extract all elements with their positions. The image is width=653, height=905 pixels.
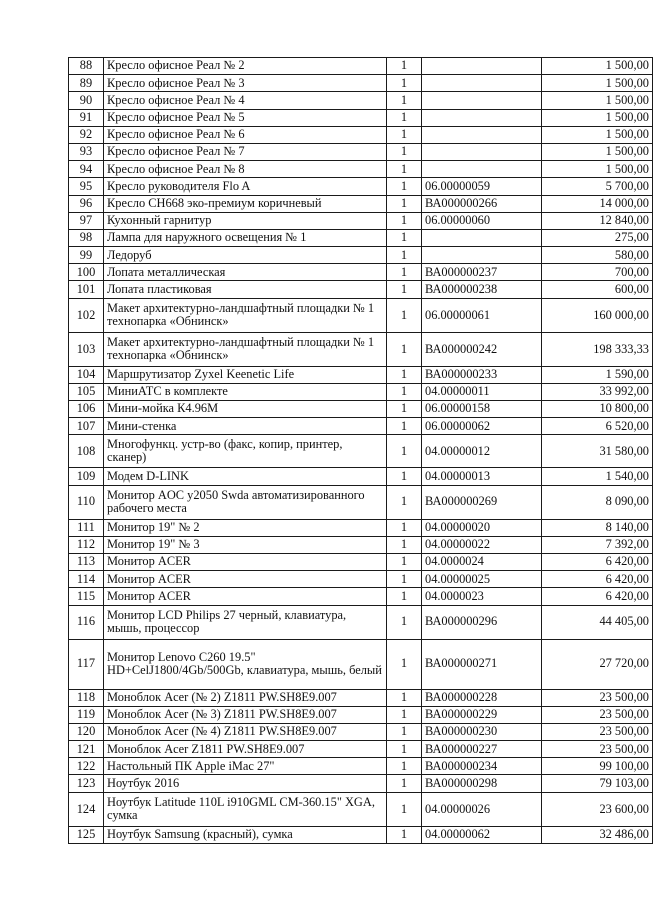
- quantity-cell: 1: [387, 706, 422, 723]
- inventory-code-cell: ВА000000238: [422, 281, 542, 298]
- amount-cell: 6 420,00: [542, 571, 653, 588]
- amount-cell: 23 500,00: [542, 706, 653, 723]
- row-number-cell: 125: [69, 826, 104, 843]
- item-name-cell: Макет архитектурно-ландшафтный площадки № 1 технопарка «Обнинск»: [104, 298, 387, 332]
- row-number-cell: 122: [69, 758, 104, 775]
- amount-cell: 198 333,33: [542, 332, 653, 366]
- quantity-cell: 1: [387, 75, 422, 92]
- row-number-cell: 103: [69, 332, 104, 366]
- item-name-cell: Моноблок Acer (№ 4) Z1811 PW.SH8E9.007: [104, 723, 387, 740]
- row-number-cell: 111: [69, 519, 104, 536]
- item-name-cell: Модем D-LINK: [104, 468, 387, 485]
- row-number-cell: 113: [69, 553, 104, 570]
- table-row: [69, 366, 653, 383]
- amount-cell: 79 103,00: [542, 775, 653, 792]
- quantity-cell: 1: [387, 418, 422, 435]
- quantity-cell: 1: [387, 826, 422, 843]
- table-row: [69, 383, 653, 400]
- quantity-cell: 1: [387, 126, 422, 143]
- inventory-sheet: [68, 57, 653, 844]
- inventory-code-cell: ВА000000237: [422, 264, 542, 281]
- row-number-cell: 95: [69, 178, 104, 195]
- inventory-code-cell: ВА000000298: [422, 775, 542, 792]
- amount-cell: 12 840,00: [542, 212, 653, 229]
- row-number-cell: 124: [69, 792, 104, 826]
- table-row: [69, 605, 653, 639]
- item-name-cell: Монитор ACER: [104, 588, 387, 605]
- item-name-cell: Кресло офисное Реал № 4: [104, 92, 387, 109]
- quantity-cell: 1: [387, 536, 422, 553]
- row-number-cell: 101: [69, 281, 104, 298]
- quantity-cell: 1: [387, 639, 422, 689]
- quantity-cell: 1: [387, 553, 422, 570]
- inventory-code-cell: [422, 58, 542, 75]
- quantity-cell: 1: [387, 588, 422, 605]
- row-number-cell: 102: [69, 298, 104, 332]
- amount-cell: 32 486,00: [542, 826, 653, 843]
- row-number-cell: 89: [69, 75, 104, 92]
- item-name-cell: Монитор ACER: [104, 553, 387, 570]
- item-name-cell: Многофункц. устр-во (факс, копир, принтер, сканер): [104, 435, 387, 468]
- table-row: [69, 741, 653, 758]
- row-number-cell: 110: [69, 485, 104, 519]
- row-number-cell: 118: [69, 689, 104, 706]
- item-name-cell: Монитор LCD Philips 27 черный, клавиатура, мышь, процессор: [104, 605, 387, 639]
- quantity-cell: 1: [387, 741, 422, 758]
- table-row: [69, 92, 653, 109]
- table-row: [69, 826, 653, 843]
- inventory-code-cell: [422, 92, 542, 109]
- row-number-cell: 116: [69, 605, 104, 639]
- row-number-cell: 105: [69, 383, 104, 400]
- table-row: [69, 143, 653, 160]
- item-name-cell: Лопата металлическая: [104, 264, 387, 281]
- table-row: [69, 195, 653, 212]
- row-number-cell: 115: [69, 588, 104, 605]
- amount-cell: 14 000,00: [542, 195, 653, 212]
- inventory-code-cell: [422, 109, 542, 126]
- inventory-code-cell: ВА000000234: [422, 758, 542, 775]
- item-name-cell: Кресло офисное Реал № 7: [104, 143, 387, 160]
- table-row: [69, 75, 653, 92]
- quantity-cell: 1: [387, 758, 422, 775]
- amount-cell: 1 500,00: [542, 92, 653, 109]
- quantity-cell: 1: [387, 195, 422, 212]
- inventory-code-cell: 04.00000022: [422, 536, 542, 553]
- row-number-cell: 90: [69, 92, 104, 109]
- inventory-code-cell: 04.00000012: [422, 435, 542, 468]
- amount-cell: 5 700,00: [542, 178, 653, 195]
- amount-cell: 8 090,00: [542, 485, 653, 519]
- quantity-cell: 1: [387, 571, 422, 588]
- table-row: [69, 792, 653, 826]
- quantity-cell: 1: [387, 723, 422, 740]
- quantity-cell: 1: [387, 92, 422, 109]
- table-row: [69, 588, 653, 605]
- item-name-cell: Кресло офисное Реал № 2: [104, 58, 387, 75]
- inventory-code-cell: ВА000000230: [422, 723, 542, 740]
- table-row: [69, 689, 653, 706]
- quantity-cell: 1: [387, 109, 422, 126]
- table-row: [69, 706, 653, 723]
- quantity-cell: 1: [387, 58, 422, 75]
- amount-cell: 6 420,00: [542, 588, 653, 605]
- item-name-cell: Мини-мойка К4.96М: [104, 401, 387, 418]
- inventory-code-cell: ВА000000269: [422, 485, 542, 519]
- table-row: [69, 264, 653, 281]
- amount-cell: 1 500,00: [542, 109, 653, 126]
- quantity-cell: 1: [387, 281, 422, 298]
- amount-cell: 10 800,00: [542, 401, 653, 418]
- amount-cell: 1 500,00: [542, 143, 653, 160]
- item-name-cell: Ледоруб: [104, 247, 387, 264]
- item-name-cell: Кресло офисное Реал № 3: [104, 75, 387, 92]
- row-number-cell: 88: [69, 58, 104, 75]
- amount-cell: 580,00: [542, 247, 653, 264]
- table-row: [69, 435, 653, 468]
- quantity-cell: 1: [387, 264, 422, 281]
- row-number-cell: 97: [69, 212, 104, 229]
- row-number-cell: 107: [69, 418, 104, 435]
- item-name-cell: Моноблок Acer Z1811 PW.SH8E9.007: [104, 741, 387, 758]
- item-name-cell: Монитор 19" № 3: [104, 536, 387, 553]
- item-name-cell: Кресло СН668 эко-премиум коричневый: [104, 195, 387, 212]
- amount-cell: 160 000,00: [542, 298, 653, 332]
- row-number-cell: 114: [69, 571, 104, 588]
- table-row: [69, 468, 653, 485]
- inventory-code-cell: ВА000000228: [422, 689, 542, 706]
- item-name-cell: Моноблок Acer (№ 3) Z1811 PW.SH8E9.007: [104, 706, 387, 723]
- inventory-table-body: [69, 58, 653, 844]
- table-row: [69, 281, 653, 298]
- inventory-code-cell: ВА000000296: [422, 605, 542, 639]
- inventory-code-cell: [422, 161, 542, 178]
- quantity-cell: 1: [387, 143, 422, 160]
- item-name-cell: Кухонный гарнитур: [104, 212, 387, 229]
- row-number-cell: 109: [69, 468, 104, 485]
- quantity-cell: 1: [387, 775, 422, 792]
- inventory-code-cell: 04.0000023: [422, 588, 542, 605]
- quantity-cell: 1: [387, 178, 422, 195]
- inventory-table: [68, 57, 653, 844]
- row-number-cell: 98: [69, 229, 104, 246]
- quantity-cell: 1: [387, 332, 422, 366]
- table-row: [69, 485, 653, 519]
- inventory-code-cell: 04.00000062: [422, 826, 542, 843]
- table-row: [69, 401, 653, 418]
- quantity-cell: 1: [387, 689, 422, 706]
- inventory-code-cell: ВА000000271: [422, 639, 542, 689]
- row-number-cell: 93: [69, 143, 104, 160]
- table-row: [69, 758, 653, 775]
- row-number-cell: 96: [69, 195, 104, 212]
- inventory-code-cell: 04.00000020: [422, 519, 542, 536]
- row-number-cell: 92: [69, 126, 104, 143]
- inventory-code-cell: ВА000000229: [422, 706, 542, 723]
- inventory-code-cell: ВА000000227: [422, 741, 542, 758]
- table-row: [69, 723, 653, 740]
- table-row: [69, 639, 653, 689]
- inventory-code-cell: 06.00000158: [422, 401, 542, 418]
- inventory-code-cell: 04.00000013: [422, 468, 542, 485]
- table-row: [69, 229, 653, 246]
- amount-cell: 700,00: [542, 264, 653, 281]
- amount-cell: 1 500,00: [542, 126, 653, 143]
- amount-cell: 275,00: [542, 229, 653, 246]
- item-name-cell: Монитор AOC y2050 Swda автоматизированного рабочего места: [104, 485, 387, 519]
- table-row: [69, 298, 653, 332]
- item-name-cell: Макет архитектурно-ландшафтный площадки № 1 технопарка «Обнинск»: [104, 332, 387, 366]
- inventory-code-cell: ВА000000266: [422, 195, 542, 212]
- quantity-cell: 1: [387, 383, 422, 400]
- amount-cell: 23 500,00: [542, 723, 653, 740]
- inventory-code-cell: [422, 126, 542, 143]
- amount-cell: 1 590,00: [542, 366, 653, 383]
- row-number-cell: 94: [69, 161, 104, 178]
- amount-cell: 1 500,00: [542, 58, 653, 75]
- table-row: [69, 178, 653, 195]
- amount-cell: 6 420,00: [542, 553, 653, 570]
- quantity-cell: 1: [387, 519, 422, 536]
- amount-cell: 23 600,00: [542, 792, 653, 826]
- row-number-cell: 108: [69, 435, 104, 468]
- item-name-cell: Кресло офисное Реал № 6: [104, 126, 387, 143]
- item-name-cell: Монитор Lenovo C260 19.5" HD+CelJ1800/4Gb/500Gb, клавиатура, мышь, белый: [104, 639, 387, 689]
- item-name-cell: Кресло офисное Реал № 5: [104, 109, 387, 126]
- table-row: [69, 571, 653, 588]
- inventory-code-cell: [422, 143, 542, 160]
- quantity-cell: 1: [387, 435, 422, 468]
- item-name-cell: Ноутбук 2016: [104, 775, 387, 792]
- table-row: [69, 109, 653, 126]
- table-row: [69, 418, 653, 435]
- table-row: [69, 775, 653, 792]
- inventory-code-cell: [422, 229, 542, 246]
- quantity-cell: 1: [387, 792, 422, 826]
- amount-cell: 6 520,00: [542, 418, 653, 435]
- quantity-cell: 1: [387, 366, 422, 383]
- table-row: [69, 519, 653, 536]
- inventory-code-cell: 06.00000061: [422, 298, 542, 332]
- quantity-cell: 1: [387, 485, 422, 519]
- table-row: [69, 553, 653, 570]
- inventory-code-cell: 06.00000062: [422, 418, 542, 435]
- item-name-cell: Лампа для наружного освещения № 1: [104, 229, 387, 246]
- item-name-cell: Кресло офисное Реал № 8: [104, 161, 387, 178]
- row-number-cell: 121: [69, 741, 104, 758]
- row-number-cell: 100: [69, 264, 104, 281]
- amount-cell: 1 500,00: [542, 161, 653, 178]
- amount-cell: 44 405,00: [542, 605, 653, 639]
- quantity-cell: 1: [387, 298, 422, 332]
- amount-cell: 27 720,00: [542, 639, 653, 689]
- quantity-cell: 1: [387, 212, 422, 229]
- quantity-cell: 1: [387, 401, 422, 418]
- amount-cell: 8 140,00: [542, 519, 653, 536]
- item-name-cell: Монитор ACER: [104, 571, 387, 588]
- quantity-cell: 1: [387, 605, 422, 639]
- quantity-cell: 1: [387, 468, 422, 485]
- amount-cell: 33 992,00: [542, 383, 653, 400]
- amount-cell: 23 500,00: [542, 689, 653, 706]
- item-name-cell: Кресло руководителя Flo A: [104, 178, 387, 195]
- item-name-cell: Монитор 19" № 2: [104, 519, 387, 536]
- inventory-code-cell: 06.00000060: [422, 212, 542, 229]
- inventory-code-cell: ВА000000242: [422, 332, 542, 366]
- table-row: [69, 536, 653, 553]
- row-number-cell: 104: [69, 366, 104, 383]
- table-row: [69, 58, 653, 75]
- quantity-cell: 1: [387, 229, 422, 246]
- row-number-cell: 106: [69, 401, 104, 418]
- amount-cell: 31 580,00: [542, 435, 653, 468]
- quantity-cell: 1: [387, 247, 422, 264]
- item-name-cell: Ноутбук Latitude 110L i910GML CM-360.15" XGA, сумка: [104, 792, 387, 826]
- amount-cell: 1 500,00: [542, 75, 653, 92]
- row-number-cell: 117: [69, 639, 104, 689]
- row-number-cell: 91: [69, 109, 104, 126]
- row-number-cell: 120: [69, 723, 104, 740]
- table-row: [69, 126, 653, 143]
- inventory-code-cell: 04.00000026: [422, 792, 542, 826]
- amount-cell: 23 500,00: [542, 741, 653, 758]
- item-name-cell: Моноблок Acer (№ 2) Z1811 PW.SH8E9.007: [104, 689, 387, 706]
- amount-cell: 99 100,00: [542, 758, 653, 775]
- item-name-cell: Лопата пластиковая: [104, 281, 387, 298]
- table-row: [69, 212, 653, 229]
- item-name-cell: Маршрутизатор Zyxel Keenetic Life: [104, 366, 387, 383]
- item-name-cell: Мини-стенка: [104, 418, 387, 435]
- table-row: [69, 161, 653, 178]
- row-number-cell: 112: [69, 536, 104, 553]
- item-name-cell: МиниАТС в комплекте: [104, 383, 387, 400]
- quantity-cell: 1: [387, 161, 422, 178]
- inventory-code-cell: [422, 75, 542, 92]
- row-number-cell: 99: [69, 247, 104, 264]
- amount-cell: 7 392,00: [542, 536, 653, 553]
- inventory-code-cell: 04.00000025: [422, 571, 542, 588]
- inventory-code-cell: 04.00000011: [422, 383, 542, 400]
- inventory-code-cell: ВА000000233: [422, 366, 542, 383]
- table-row: [69, 332, 653, 366]
- inventory-code-cell: 06.00000059: [422, 178, 542, 195]
- inventory-code-cell: [422, 247, 542, 264]
- item-name-cell: Ноутбук Samsung (красный), сумка: [104, 826, 387, 843]
- row-number-cell: 119: [69, 706, 104, 723]
- inventory-code-cell: 04.0000024: [422, 553, 542, 570]
- amount-cell: 600,00: [542, 281, 653, 298]
- amount-cell: 1 540,00: [542, 468, 653, 485]
- table-row: [69, 247, 653, 264]
- item-name-cell: Настольный ПК Apple iMac 27": [104, 758, 387, 775]
- row-number-cell: 123: [69, 775, 104, 792]
